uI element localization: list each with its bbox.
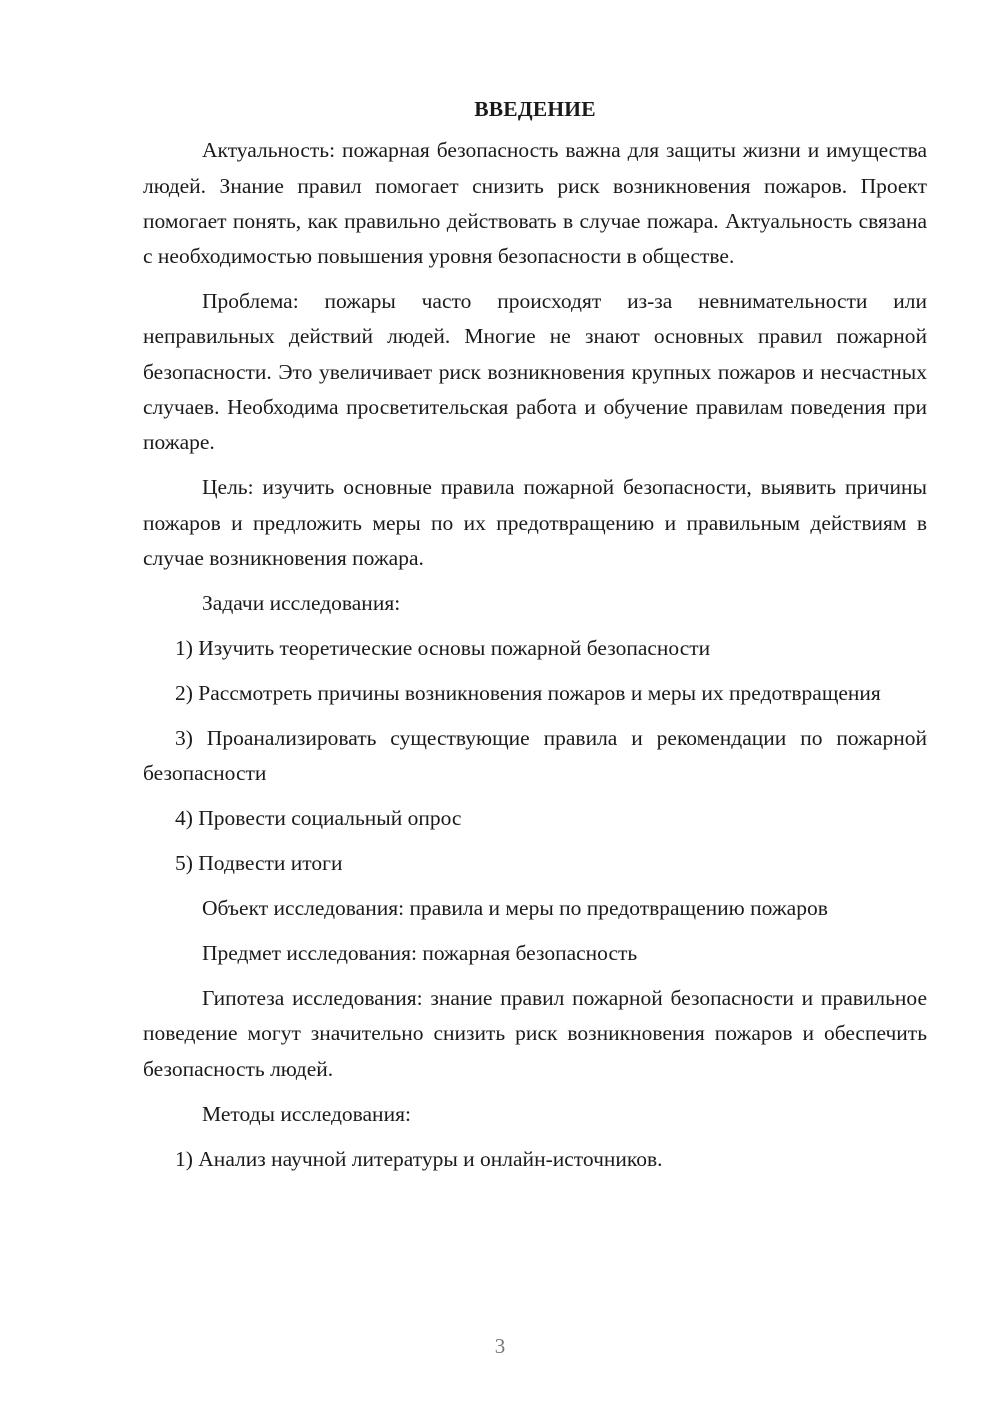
methods-heading: Методы исследования: [202,1101,411,1126]
tasks-heading: Задачи исследования: [202,590,401,615]
task-item: 1) Изучить теоретические основы пожарной безопасности [175,635,711,660]
task-item: 4) Провести социальный опрос [175,806,462,831]
task-item: 2) Рассмотреть причины возникновения пожаров и меры их предотвращения [175,680,881,705]
paragraph-goal: Цель: изучить основные правила пожарной безопасности, выявить причины пожаров и предложить меры по их предотвращению и правильным действиям в случае возникновения пожара. [143,475,927,570]
paragraph-subject: Предмет исследования: пожарная безопасность [202,941,638,966]
task-item: 3) Проанализировать существующие правила и рекомендации по пожарной безопасности [143,725,927,786]
section-title: ВВЕДЕНИЕ [474,97,596,121]
page-number: 3 [494,1334,506,1358]
paragraph-problem: Проблема: пожары часто происходят из-за невнимательности или неправильных действий людей. Многие не знают основных правил пожарной безопасности. Это увеличивает риск возникновения крупных пожаров и несчастных случаев. Необходима просветительская работа и обучение правилам поведения при пожаре. [143,289,927,455]
task-item: 5) Подвести итоги [175,851,343,876]
paragraph-object: Объект исследования: правила и меры по предотвращению пожаров [202,896,828,921]
paragraph-hypothesis: Гипотеза исследования: знание правил пожарной безопасности и правильное поведение могут значительно снизить риск возникновения пожаров и обеспечить безопасность людей. [143,986,927,1081]
method-item: 1) Анализ научной литературы и онлайн-источников. [175,1146,663,1171]
page-content [143,92,927,1187]
paragraph-relevance: Актуальность: пожарная безопасность важна для защиты жизни и имущества людей. Знание правил помогает снизить риск возникновения пожаров. Проект помогает понять, как правильно действовать в случае пожара. Актуальность связана с необходимостью повышения уровня безопасности в обществе. [143,138,927,269]
